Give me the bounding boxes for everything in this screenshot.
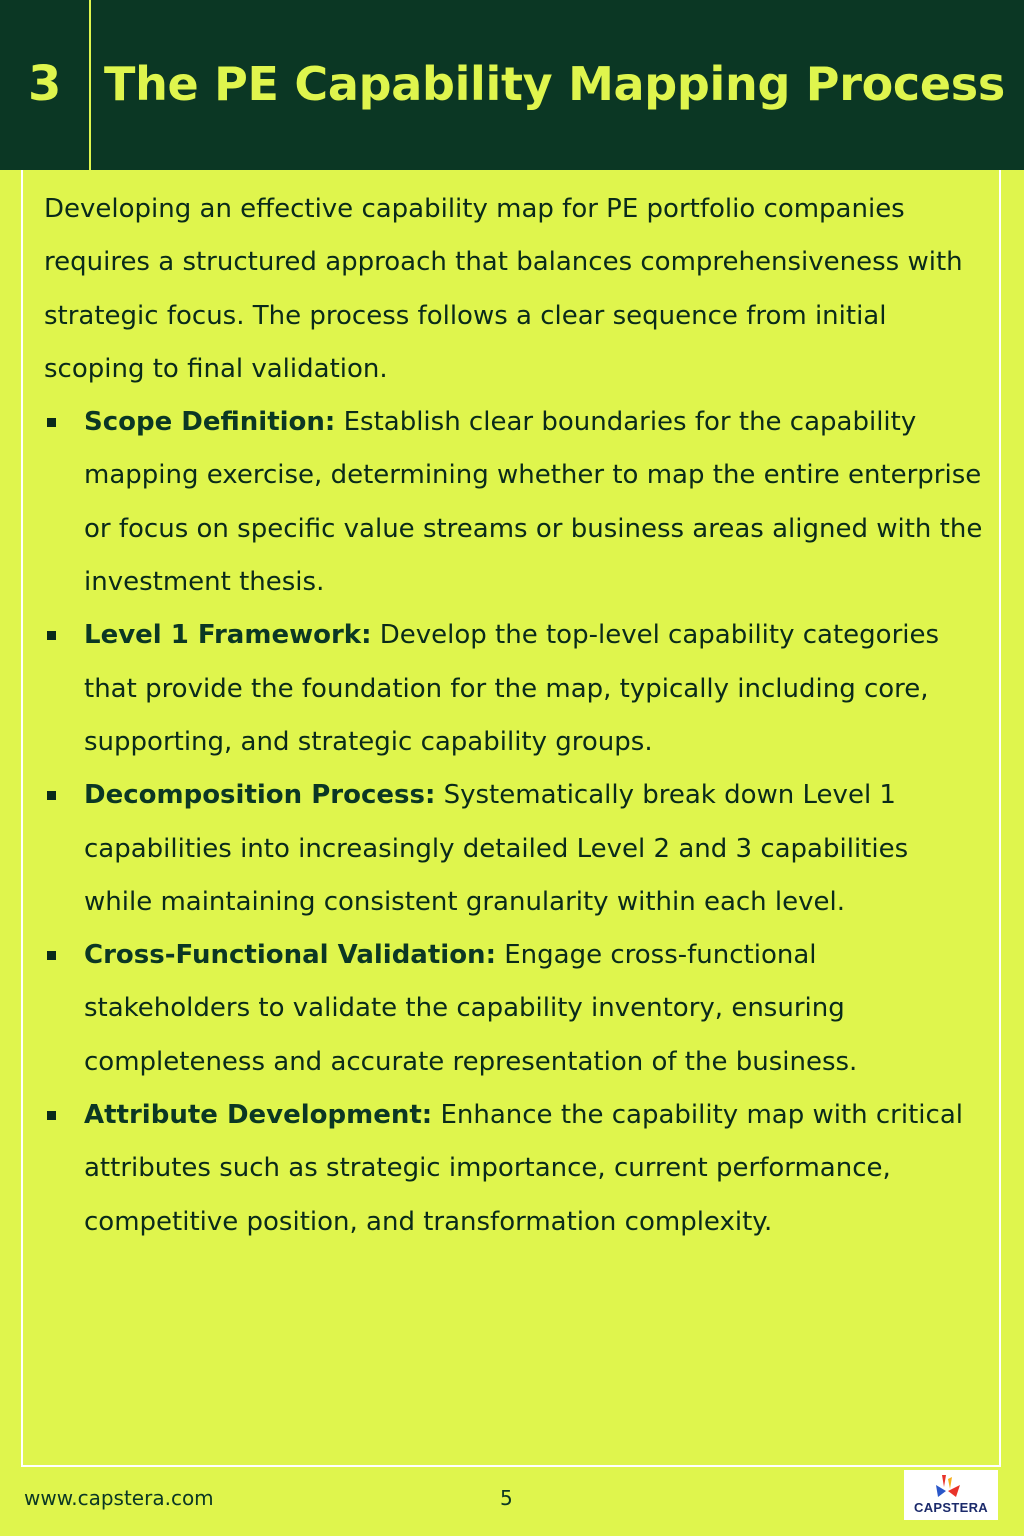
bullet-text: Establish clear boundaries for the capability mapping exercise, determining whether to map the entire enterprise or focus on specific value streams or business areas aligned with the investment thesis. [84, 407, 983, 598]
bullet-term: Decomposition Process: [84, 780, 436, 811]
bullet-text: Systematically break down Level 1 capabilities into increasingly detailed Level 2 and 3 capabilities while maintaining consistent granularity within each level. [84, 780, 909, 917]
intro-paragraph: Developing an effective capability map for PE portfolio companies requires a structured approach that balances comprehensiveness with strategic focus. The process follows a clear sequence from initial scoping to final validation. [44, 194, 963, 384]
capstera-logo-icon [932, 1473, 970, 1499]
list-item [44, 396, 984, 609]
footer-website-link[interactable]: www.capstera.com [24, 1486, 214, 1510]
page-header [0, 0, 1024, 170]
bullet-term: Scope Definition: [84, 407, 336, 438]
list-item [44, 769, 984, 929]
list-item [44, 929, 984, 1089]
list-item [44, 609, 984, 769]
bullet-list [44, 396, 984, 1249]
square-bullet-icon [47, 418, 56, 427]
square-bullet-icon [47, 951, 56, 960]
list-item [44, 1089, 984, 1249]
header-divider [89, 0, 91, 170]
page-title: The PE Capability Mapping Process [104, 57, 1005, 111]
page-number: 5 [500, 1486, 513, 1510]
square-bullet-icon [47, 791, 56, 800]
bullet-text: Develop the top-level capability categories that provide the foundation for the map, typically including core, supporting, and strategic capability groups. [84, 620, 940, 757]
content-body [44, 183, 984, 1249]
bullet-term: Attribute Development: [84, 1100, 433, 1131]
logo-text: CAPSTERA [914, 1500, 988, 1515]
bullet-term: Level 1 Framework: [84, 620, 372, 651]
square-bullet-icon [47, 631, 56, 640]
section-number: 3 [28, 56, 62, 112]
capstera-logo [904, 1470, 998, 1520]
bullet-text: Engage cross-functional stakeholders to validate the capability inventory, ensuring completeness and accurate representation of the business. [84, 940, 858, 1077]
square-bullet-icon [47, 1111, 56, 1120]
bullet-term: Cross-Functional Validation: [84, 940, 496, 971]
bullet-text: Enhance the capability map with critical attributes such as strategic importance, current performance, competitive position, and transformation complexity. [84, 1100, 963, 1237]
